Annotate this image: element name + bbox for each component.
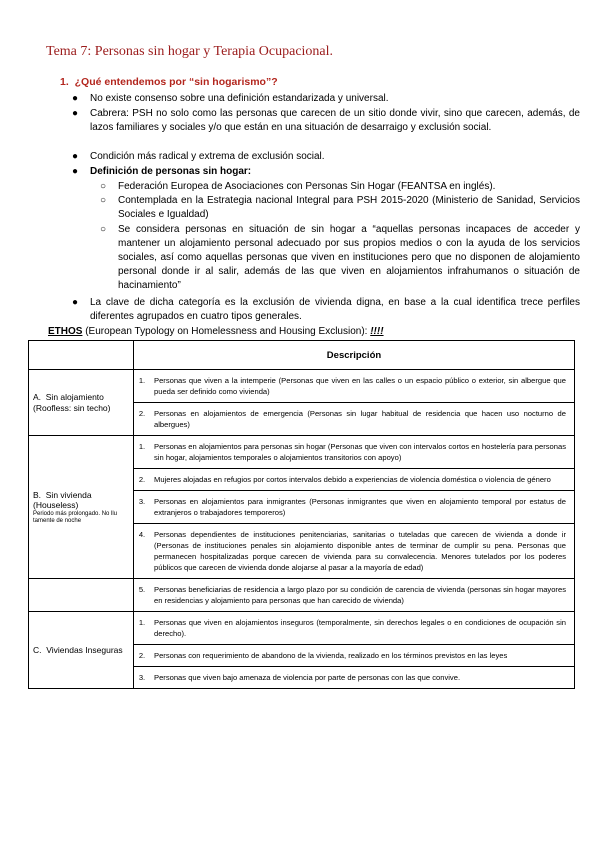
- row-description: Mujeres alojadas en refugios por cortos intervalos debido a experiencias de violencia doméstica o violencia de género: [150, 469, 575, 491]
- row-description: Personas en alojamientos para personas sin hogar (Personas que viven con intervalos cortos en hostelería para personas sin hogar, alojamientos temporales o alojamientos transitorios con apoyo): [150, 436, 575, 469]
- category-c: [29, 612, 134, 689]
- category-a: [29, 370, 134, 436]
- bullet-text: La clave de dicha categoría es la exclusión de vivienda digna, en base a la cual identifica trece perfiles diferentes agrupados en cuatro tipos generales.: [90, 297, 580, 322]
- ethos-line: [48, 326, 384, 337]
- row-number: 2.: [134, 645, 151, 667]
- row-description: Personas que viven a la intemperie (Personas que viven en las calles o un espacio público o exterior, sin albergue que pueda ser definido como vivienda): [150, 370, 575, 403]
- bullet-item: [72, 150, 580, 164]
- bullet-icon: ●: [72, 297, 79, 308]
- table-row: [29, 436, 575, 469]
- ethos-label: ETHOS: [48, 326, 83, 337]
- ethos-table: [28, 340, 575, 689]
- category-letter: A.: [33, 392, 42, 402]
- bullet-icon: ●: [72, 151, 79, 162]
- bullet-text: Condición más radical y extrema de exclusión social.: [90, 151, 325, 162]
- row-number: 2.: [134, 403, 151, 436]
- sub-bullet-item: [100, 180, 580, 194]
- row-description: Personas que viven bajo amenaza de violencia por parte de personas con las que convive.: [150, 667, 575, 689]
- row-description: Personas que viven en alojamientos inseguros (temporalmente, sin derechos legales o en condiciones de ocupación sin derecho).: [150, 612, 575, 645]
- section-number: 1.: [60, 76, 69, 88]
- category-label: Sin vivienda (Houseless): [33, 489, 92, 510]
- circle-bullet-icon: ○: [100, 195, 107, 206]
- category-letter: B.: [33, 489, 42, 500]
- category-label: Sin alojamiento (Roofless: sin techo): [33, 392, 111, 413]
- row-number: 3.: [134, 667, 151, 689]
- row-number: 2.: [134, 469, 151, 491]
- page-title: Tema 7: Personas sin hogar y Terapia Ocupacional.: [46, 44, 334, 59]
- row-number: 1.: [134, 370, 151, 403]
- category-label: Viviendas Inseguras: [46, 644, 123, 655]
- ethos-marks: !!!!: [370, 326, 384, 337]
- bullet-text: Definición de personas sin hogar:: [90, 166, 252, 177]
- bullet-icon: ●: [72, 93, 79, 104]
- circle-bullet-icon: ○: [100, 181, 107, 192]
- bullet-item: [72, 296, 580, 324]
- table-row: [29, 612, 575, 645]
- table-header-description: Descripción: [134, 341, 575, 370]
- row-number: 1.: [134, 436, 151, 469]
- sub-bullet-item: [100, 194, 580, 222]
- category-letter: C.: [33, 644, 42, 655]
- category-empty: [29, 579, 134, 612]
- bullet-text: No existe consenso sobre una definición estandarizada y universal.: [90, 93, 389, 104]
- row-description: Personas dependientes de instituciones penitenciarias, sanitarias o tuteladas que carecen de vivienda a donde ir (Personas de instituciones penales sin alojamiento disponible antes de terminar de cumplir su pena. Personas que permanecen hospitalizadas porque carecen de vivienda para su convalecencia. Menores tutelados por los poderes públicos que carecen de vivienda donde alojarse al pasar a la mayoría de edad): [150, 524, 575, 579]
- row-description: Personas beneficiarias de residencia a largo plazo por su condición de carencia de vivienda (personas sin hogar mayores en residencias y alojamiento para personas que han carecido de vivienda): [150, 579, 575, 612]
- row-number: 4.: [134, 524, 151, 579]
- row-description: Personas en alojamientos para inmigrantes (Personas inmigrantes que viven en alojamiento temporal por estatus de extranjeros o trabajadores temporeros): [150, 491, 575, 524]
- table-header-empty: [29, 341, 134, 370]
- bullet-icon: ●: [72, 166, 79, 177]
- bullet-text: Se considera personas en situación de sin hogar a “aquellas personas incapaces de acceder y mantener un alojamiento personal adecuado por sus propios medios o con la ayuda de los servicios sociales, así como aquellas personas que viven en instituciones pero que no disponen de alojamiento personal donde ir al salir, además de las que viven en alojamientos infrahumanos o situación de hacinamiento”: [118, 224, 580, 291]
- bullet-text: Federación Europea de Asociaciones con Personas Sin Hogar (FEANTSA en inglés).: [118, 181, 496, 192]
- circle-bullet-icon: ○: [100, 224, 107, 235]
- table-header-row: [29, 341, 575, 370]
- category-b: [29, 436, 134, 579]
- bullet-text: Cabrera: PSH no solo como las personas que carecen de un sitio donde vivir, sino que carecen, además, de lazos familiares y sociales y/o que están en una situación de desarraigo y exclusión social.: [90, 108, 580, 133]
- row-number: 5.: [134, 579, 151, 612]
- handwritten-note: Periodo más prolongado. No llu tamente de noche: [33, 510, 118, 524]
- section-heading: [60, 76, 278, 88]
- row-number: 3.: [134, 491, 151, 524]
- table-row: [29, 370, 575, 403]
- section-heading-text: ¿Qué entendemos por “sin hogarismo”?: [74, 76, 278, 88]
- sub-bullet-item: [100, 223, 580, 293]
- bullet-icon: ●: [72, 108, 79, 119]
- row-description: Personas en alojamientos de emergencia (Personas sin lugar habitual de residencia que hacen uso nocturno de albergues): [150, 403, 575, 436]
- row-description: Personas con requerimiento de abandono de la vivienda, realizado en los términos previstos en las leyes: [150, 645, 575, 667]
- table-row: [29, 579, 575, 612]
- bullet-item: [72, 107, 580, 135]
- bullet-item: [72, 165, 580, 179]
- ethos-text: (European Typology on Homelessness and Housing Exclusion):: [82, 326, 371, 337]
- bullet-text: Contemplada en la Estrategia nacional Integral para PSH 2015-2020 (Ministerio de Sanidad, Servicios Sociales e Igualdad): [118, 195, 580, 220]
- bullet-item: [72, 92, 580, 106]
- row-number: 1.: [134, 612, 151, 645]
